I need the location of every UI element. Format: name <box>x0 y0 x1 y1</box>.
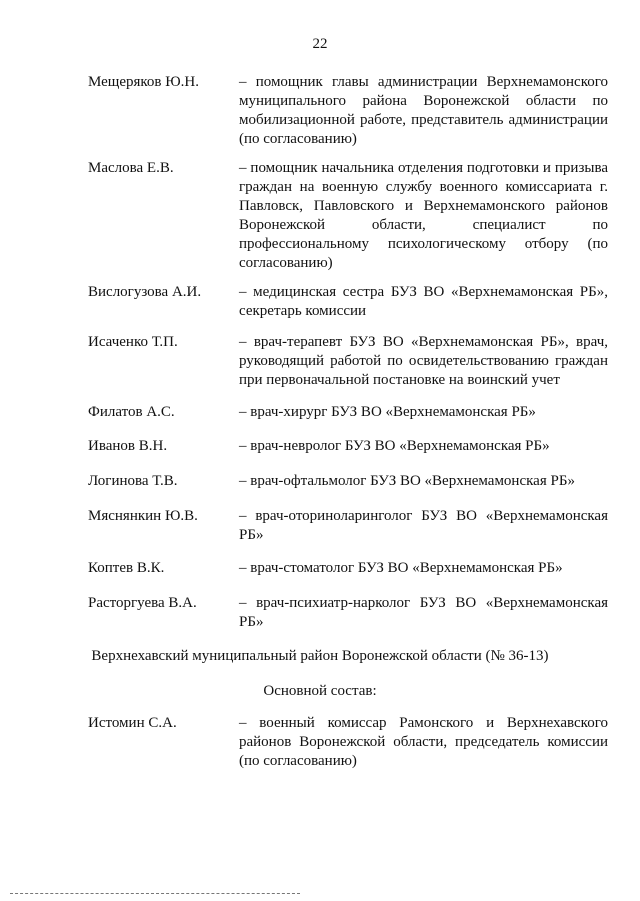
member-role: – врач-хирург БУЗ ВО «Верхнемамонская РБ» <box>239 404 536 420</box>
page-number: 22 <box>312 36 328 52</box>
bottom-rule <box>10 893 300 894</box>
member-name: Расторгуева В.А. <box>88 595 197 611</box>
member-entry <box>88 159 608 273</box>
member-role: – врач-оториноларинголог БУЗ ВО «Верхнемамонская РБ» <box>239 508 608 543</box>
member-entry <box>88 472 608 491</box>
member-name: Филатов А.С. <box>88 404 175 420</box>
member-role: – врач-офтальмолог БУЗ ВО «Верхнемамонская РБ» <box>239 473 575 489</box>
member-entry <box>88 594 608 632</box>
member-role: – врач-терапевт БУЗ ВО «Верхнемамонская РБ», врач, руководящий работой по освидетельствованию граждан при первоначальной постановке на воинский учет <box>239 334 608 388</box>
member-name: Исаченко Т.П. <box>88 334 178 350</box>
member-role: – врач-невролог БУЗ ВО «Верхнемамонская РБ» <box>239 438 550 454</box>
member-name: Логинова Т.В. <box>88 473 178 489</box>
member-name: Коптев В.К. <box>88 560 165 576</box>
member-entry <box>88 283 608 321</box>
member-role: – врач-стоматолог БУЗ ВО «Верхнемамонская РБ» <box>239 560 563 576</box>
member-entry <box>88 507 608 545</box>
member-entry <box>88 333 608 390</box>
member-entry <box>88 714 608 771</box>
section-subheading: Основной состав: <box>263 683 377 699</box>
member-name: Мяснянкин Ю.В. <box>88 508 198 524</box>
member-name: Маслова Е.В. <box>88 160 174 176</box>
member-name: Мещеряков Ю.Н. <box>88 74 200 90</box>
member-role: – помощник начальника отделения подготовки и призыва граждан на военную службу военного комиссариата г. Павловск, Павловского и Верхнемамонского районов Воронежской области, специалист по профессиональному психологическому отбору (по согласованию) <box>239 160 608 271</box>
member-name: Иванов В.Н. <box>88 438 168 454</box>
member-name: Истомин С.А. <box>88 715 177 731</box>
member-name: Вислогузова А.И. <box>88 284 202 300</box>
member-entry <box>88 73 608 149</box>
member-role: – медицинская сестра БУЗ ВО «Верхнемамонская РБ», секретарь комиссии <box>239 284 608 319</box>
member-role: – врач-психиатр-нарколог БУЗ ВО «Верхнемамонская РБ» <box>239 595 608 630</box>
member-entry <box>88 437 608 456</box>
member-entry <box>88 559 608 578</box>
section-heading: Верхнехавский муниципальный район Воронежской области (№ 36-13) <box>91 648 549 664</box>
member-role: – военный комиссар Рамонского и Верхнехавского районов Воронежской области, председатель комиссии (по согласованию) <box>239 715 608 769</box>
member-entry <box>88 403 608 422</box>
member-role: – помощник главы администрации Верхнемамонского муниципального района Воронежской области по мобилизационной работе, представитель администрации (по согласованию) <box>239 74 608 147</box>
